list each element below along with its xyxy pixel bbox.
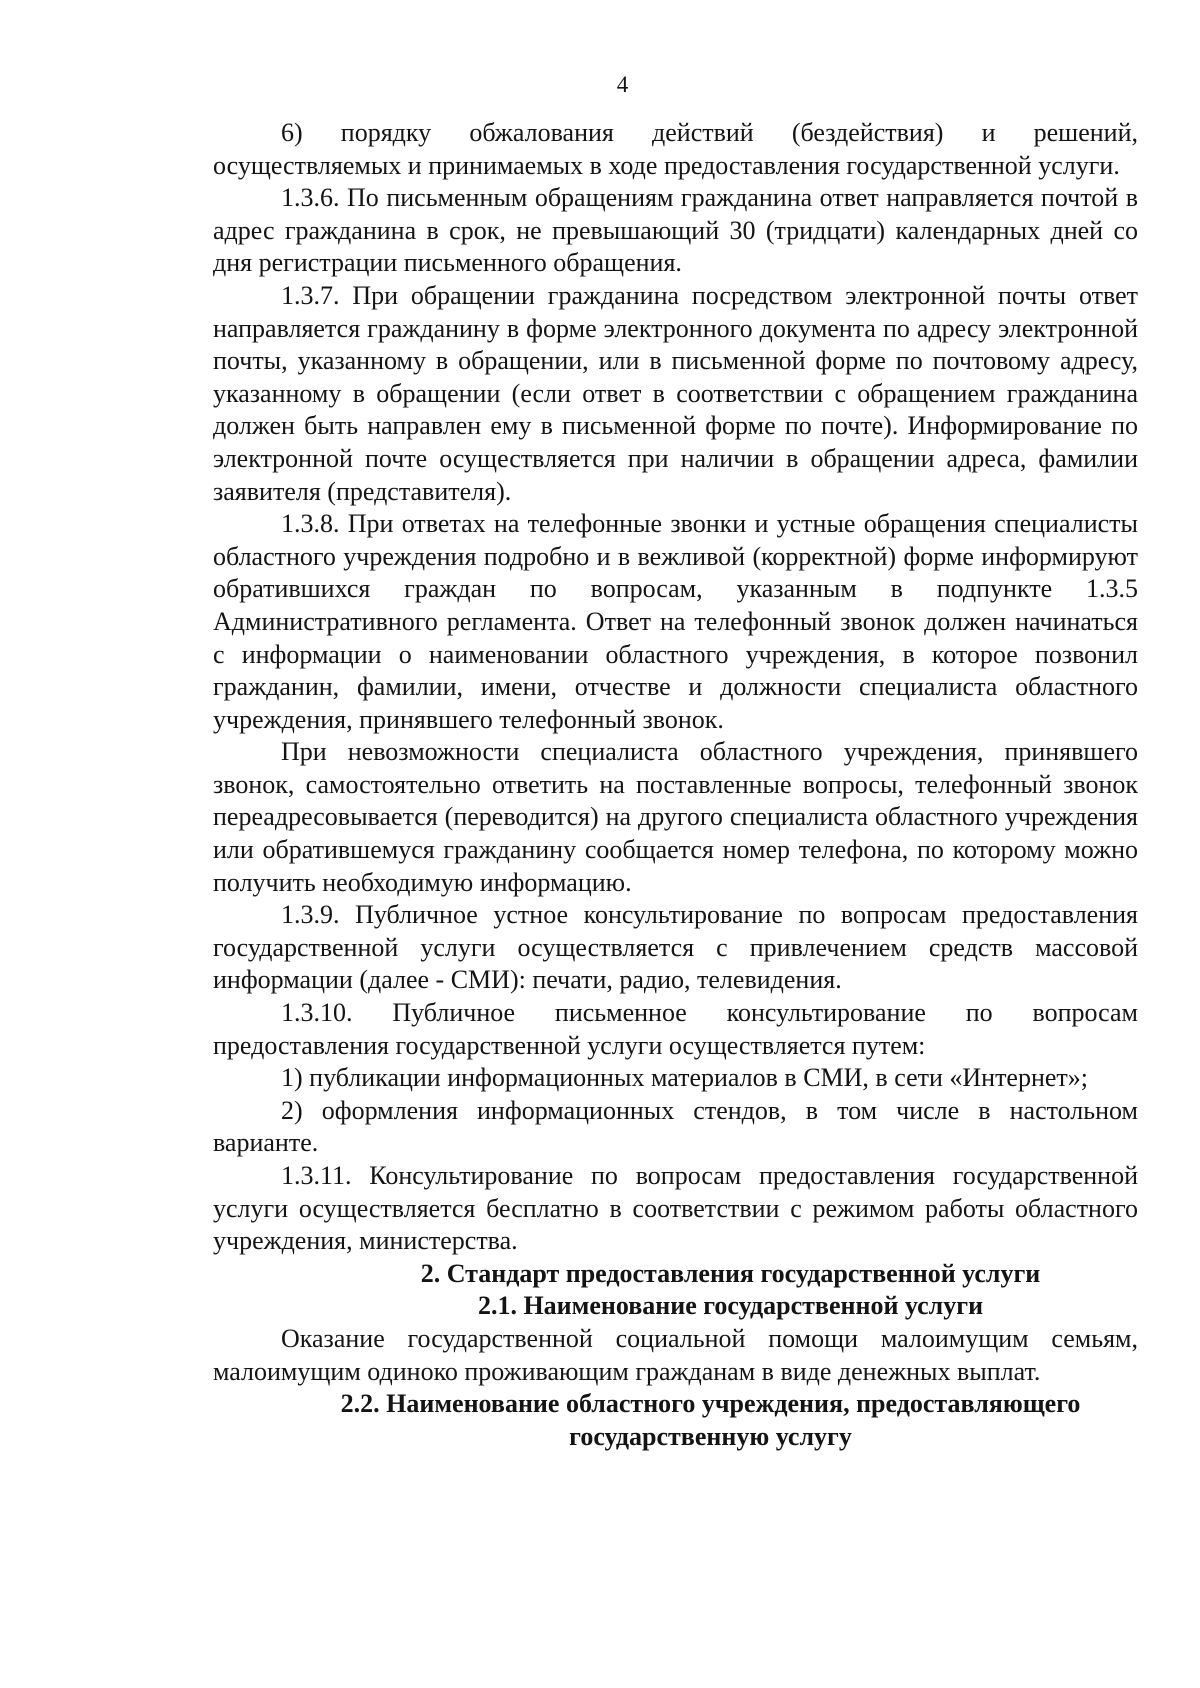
- section-2-2-heading-line-1: 2.2. Наименование областного учреждения, предоставляющего: [340, 1389, 1081, 1419]
- paragraph-1-3-8: 1.3.8. При ответах на телефонные звонки и устные обращения специалисты областного учреждения подробно и в вежливой (корректной) форме информируют обратившихся граждан по вопросам, указанным в подпункте 1.3.5 Административного регламента. Ответ на телефонный звонок должен начинаться с информации о наименовании областного учреждения, в которое позвонил гражданин, фамилии, имени, отчестве и должности специалиста областного учреждения, принявшего телефонный звонок.: [213, 509, 1138, 734]
- section-2-1-heading: 2.1. Наименование государственной услуги: [477, 1291, 984, 1321]
- section-2-1-text: Оказание государственной социальной помощи малоимущим семьям, малоимущим одиноко проживающим гражданам в виде денежных выплат.: [213, 1323, 1138, 1386]
- paragraph-1-3-10: 1.3.10. Публичное письменное консультирование по вопросам предоставления государственной услуги осуществляется путем:: [213, 998, 1138, 1060]
- list-item-publications: 1) публикации информационных материалов в СМИ, в сети «Интернет»;: [281, 1063, 1089, 1093]
- paragraph-1-3-6: 1.3.6. По письменным обращениям гражданина ответ направляется почтой в адрес гражданина в срок, не превышающий 30 (тридцати) календарных дней со дня регистрации письменного обращения.: [213, 183, 1138, 278]
- paragraph-1-3-9: 1.3.9. Публичное устное консультирование по вопросам предоставления государственной услуги осуществляется с привлечением средств массовой информации (далее - СМИ): печати, радио, телевидения.: [213, 900, 1138, 995]
- paragraph-1-3-11: 1.3.11. Консультирование по вопросам предоставления государственной услуги осуществляется бесплатно в соответствии с режимом работы областного учреждения, министерства.: [213, 1161, 1138, 1256]
- section-2-2-heading-line-2: государственную услугу: [569, 1421, 852, 1451]
- document-body: [213, 117, 1138, 1453]
- list-item-stands: 2) оформления информационных стендов, в том числе в настольном варианте.: [213, 1095, 1138, 1158]
- paragraph-appeal-procedure: 6) порядку обжалования действий (бездействия) и решений, осуществляемых и принимаемых в ходе предоставления государственной услуги.: [213, 118, 1138, 180]
- paragraph-call-redirect: При невозможности специалиста областного учреждения, принявшего звонок, самостоятельно ответить на поставленные вопросы, телефонный звонок переадресовывается (переводится) на другого специалиста областного учреждения или обратившемуся гражданину сообщается номер телефона, по которому можно получить необходимую информацию.: [213, 737, 1138, 897]
- section-2-heading: 2. Стандарт предоставления государственной услуги: [420, 1258, 1041, 1288]
- paragraph-1-3-7: 1.3.7. При обращении гражданина посредством электронной почты ответ направляется гражданину в форме электронного документа по адресу электронной почты, указанному в обращении, или в письменной форме по почтовому адресу, указанному в обращении (если ответ в соответствии с обращением гражданина должен быть направлен ему в письменной форме по почте). Информирование по электронной почте осуществляется при наличии в обращении адреса, фамилии заявителя (представителя).: [213, 280, 1138, 506]
- page-number: 4: [616, 72, 629, 97]
